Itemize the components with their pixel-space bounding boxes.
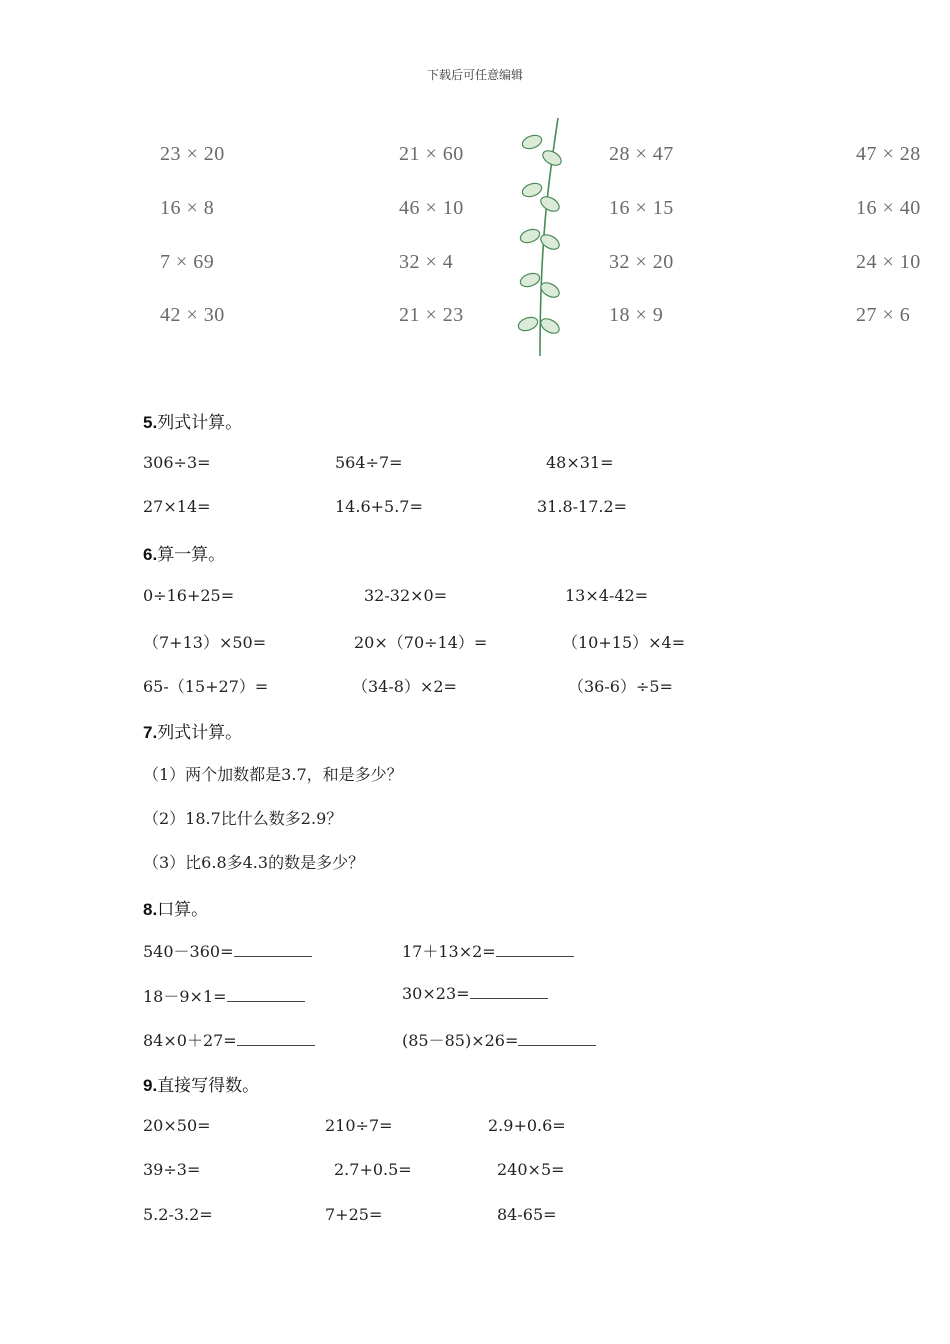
problem: 5.2-3.2= — [143, 1205, 213, 1224]
problem: 7+25= — [325, 1205, 383, 1224]
grid-cell: 28 × 47 — [609, 143, 674, 165]
question-text: 算一算。 — [157, 545, 226, 565]
problem: 13×4-42= — [565, 586, 649, 605]
grid-cell: 23 × 20 — [160, 143, 225, 165]
grid-cell: 7 × 69 — [160, 251, 215, 273]
answer-blank[interactable] — [227, 989, 305, 1002]
question-6-title — [143, 540, 225, 565]
question-text: 列式计算。 — [157, 723, 243, 743]
problem: （36-6）÷5= — [568, 677, 673, 696]
problem: 0÷16+25= — [143, 586, 235, 605]
grid-cell: 32 × 20 — [609, 251, 674, 273]
problem: 27×14= — [143, 497, 211, 516]
problem: 84×0＋27= — [143, 1031, 237, 1050]
problem-with-blank — [143, 984, 305, 1007]
problem: （34-8）×2= — [352, 677, 457, 696]
question-number: 5. — [143, 413, 158, 432]
grid-cell: 46 × 10 — [399, 197, 464, 219]
problem: 20×（70÷14）= — [354, 633, 488, 652]
sub-question: （1）两个加数都是3.7，和是多少？ — [143, 765, 403, 784]
problem: (85－85)×26= — [402, 1031, 519, 1050]
question-number: 8. — [143, 900, 158, 919]
problem: 540－360= — [143, 942, 234, 961]
grid-cell: 21 × 23 — [399, 304, 464, 326]
vine-decoration-icon — [510, 112, 570, 362]
problem: 30×23= — [402, 984, 470, 1003]
grid-cell: 16 × 40 — [856, 197, 921, 219]
question-text: 口算。 — [157, 900, 209, 920]
problem: 20×50= — [143, 1116, 211, 1135]
problem: 306÷3= — [143, 453, 211, 472]
problem: （7+13）×50= — [143, 633, 267, 652]
problem: 39÷3= — [143, 1160, 201, 1179]
problem: 240×5= — [497, 1160, 565, 1179]
problem-with-blank — [143, 1028, 315, 1051]
question-5-title — [143, 408, 242, 433]
problem: 31.8-17.2= — [537, 497, 628, 516]
grid-cell: 21 × 60 — [399, 143, 464, 165]
problem-with-blank — [402, 984, 548, 1003]
answer-blank[interactable] — [470, 986, 548, 999]
problem: 14.6+5.7= — [335, 497, 423, 516]
answer-blank[interactable] — [234, 944, 312, 957]
grid-cell: 16 × 15 — [609, 197, 674, 219]
problem: 18－9×1= — [143, 987, 227, 1006]
answer-blank[interactable] — [237, 1033, 315, 1046]
sub-question: （2）18.7比什么数多2.9？ — [143, 809, 343, 828]
question-number: 7. — [143, 723, 158, 742]
problem: （10+15）×4= — [562, 633, 686, 652]
grid-cell: 32 × 4 — [399, 251, 454, 273]
page-header: 下载后可任意编辑 — [426, 68, 523, 82]
problem-with-blank — [402, 1028, 596, 1051]
problem: 210÷7= — [325, 1116, 393, 1135]
problem: 2.9+0.6= — [488, 1116, 566, 1135]
question-number: 6. — [143, 545, 158, 564]
grid-cell: 42 × 30 — [160, 304, 225, 326]
problem: 2.7+0.5= — [334, 1160, 412, 1179]
question-9-title — [143, 1071, 259, 1096]
answer-blank[interactable] — [518, 1033, 596, 1046]
problem: 84-65= — [497, 1205, 557, 1224]
answer-blank[interactable] — [496, 944, 574, 957]
question-number: 9. — [143, 1076, 158, 1095]
grid-cell: 24 × 10 — [856, 251, 921, 273]
problem-with-blank — [143, 939, 312, 962]
problem: 32-32×0= — [364, 586, 448, 605]
grid-cell: 47 × 28 — [856, 143, 921, 165]
problem: 65-（15+27）= — [143, 677, 269, 696]
question-text: 列式计算。 — [157, 413, 243, 433]
question-text: 直接写得数。 — [157, 1076, 260, 1096]
grid-cell: 27 × 6 — [856, 304, 911, 326]
sub-question: （3）比6.8多4.3的数是多少？ — [143, 853, 365, 872]
grid-cell: 18 × 9 — [609, 304, 664, 326]
problem-with-blank — [402, 939, 574, 962]
question-8-title — [143, 895, 208, 920]
problem: 564÷7= — [335, 453, 403, 472]
question-7-title — [143, 718, 242, 743]
problem: 48×31= — [546, 453, 614, 472]
grid-cell: 16 × 8 — [160, 197, 215, 219]
problem: 17＋13×2= — [402, 942, 496, 961]
